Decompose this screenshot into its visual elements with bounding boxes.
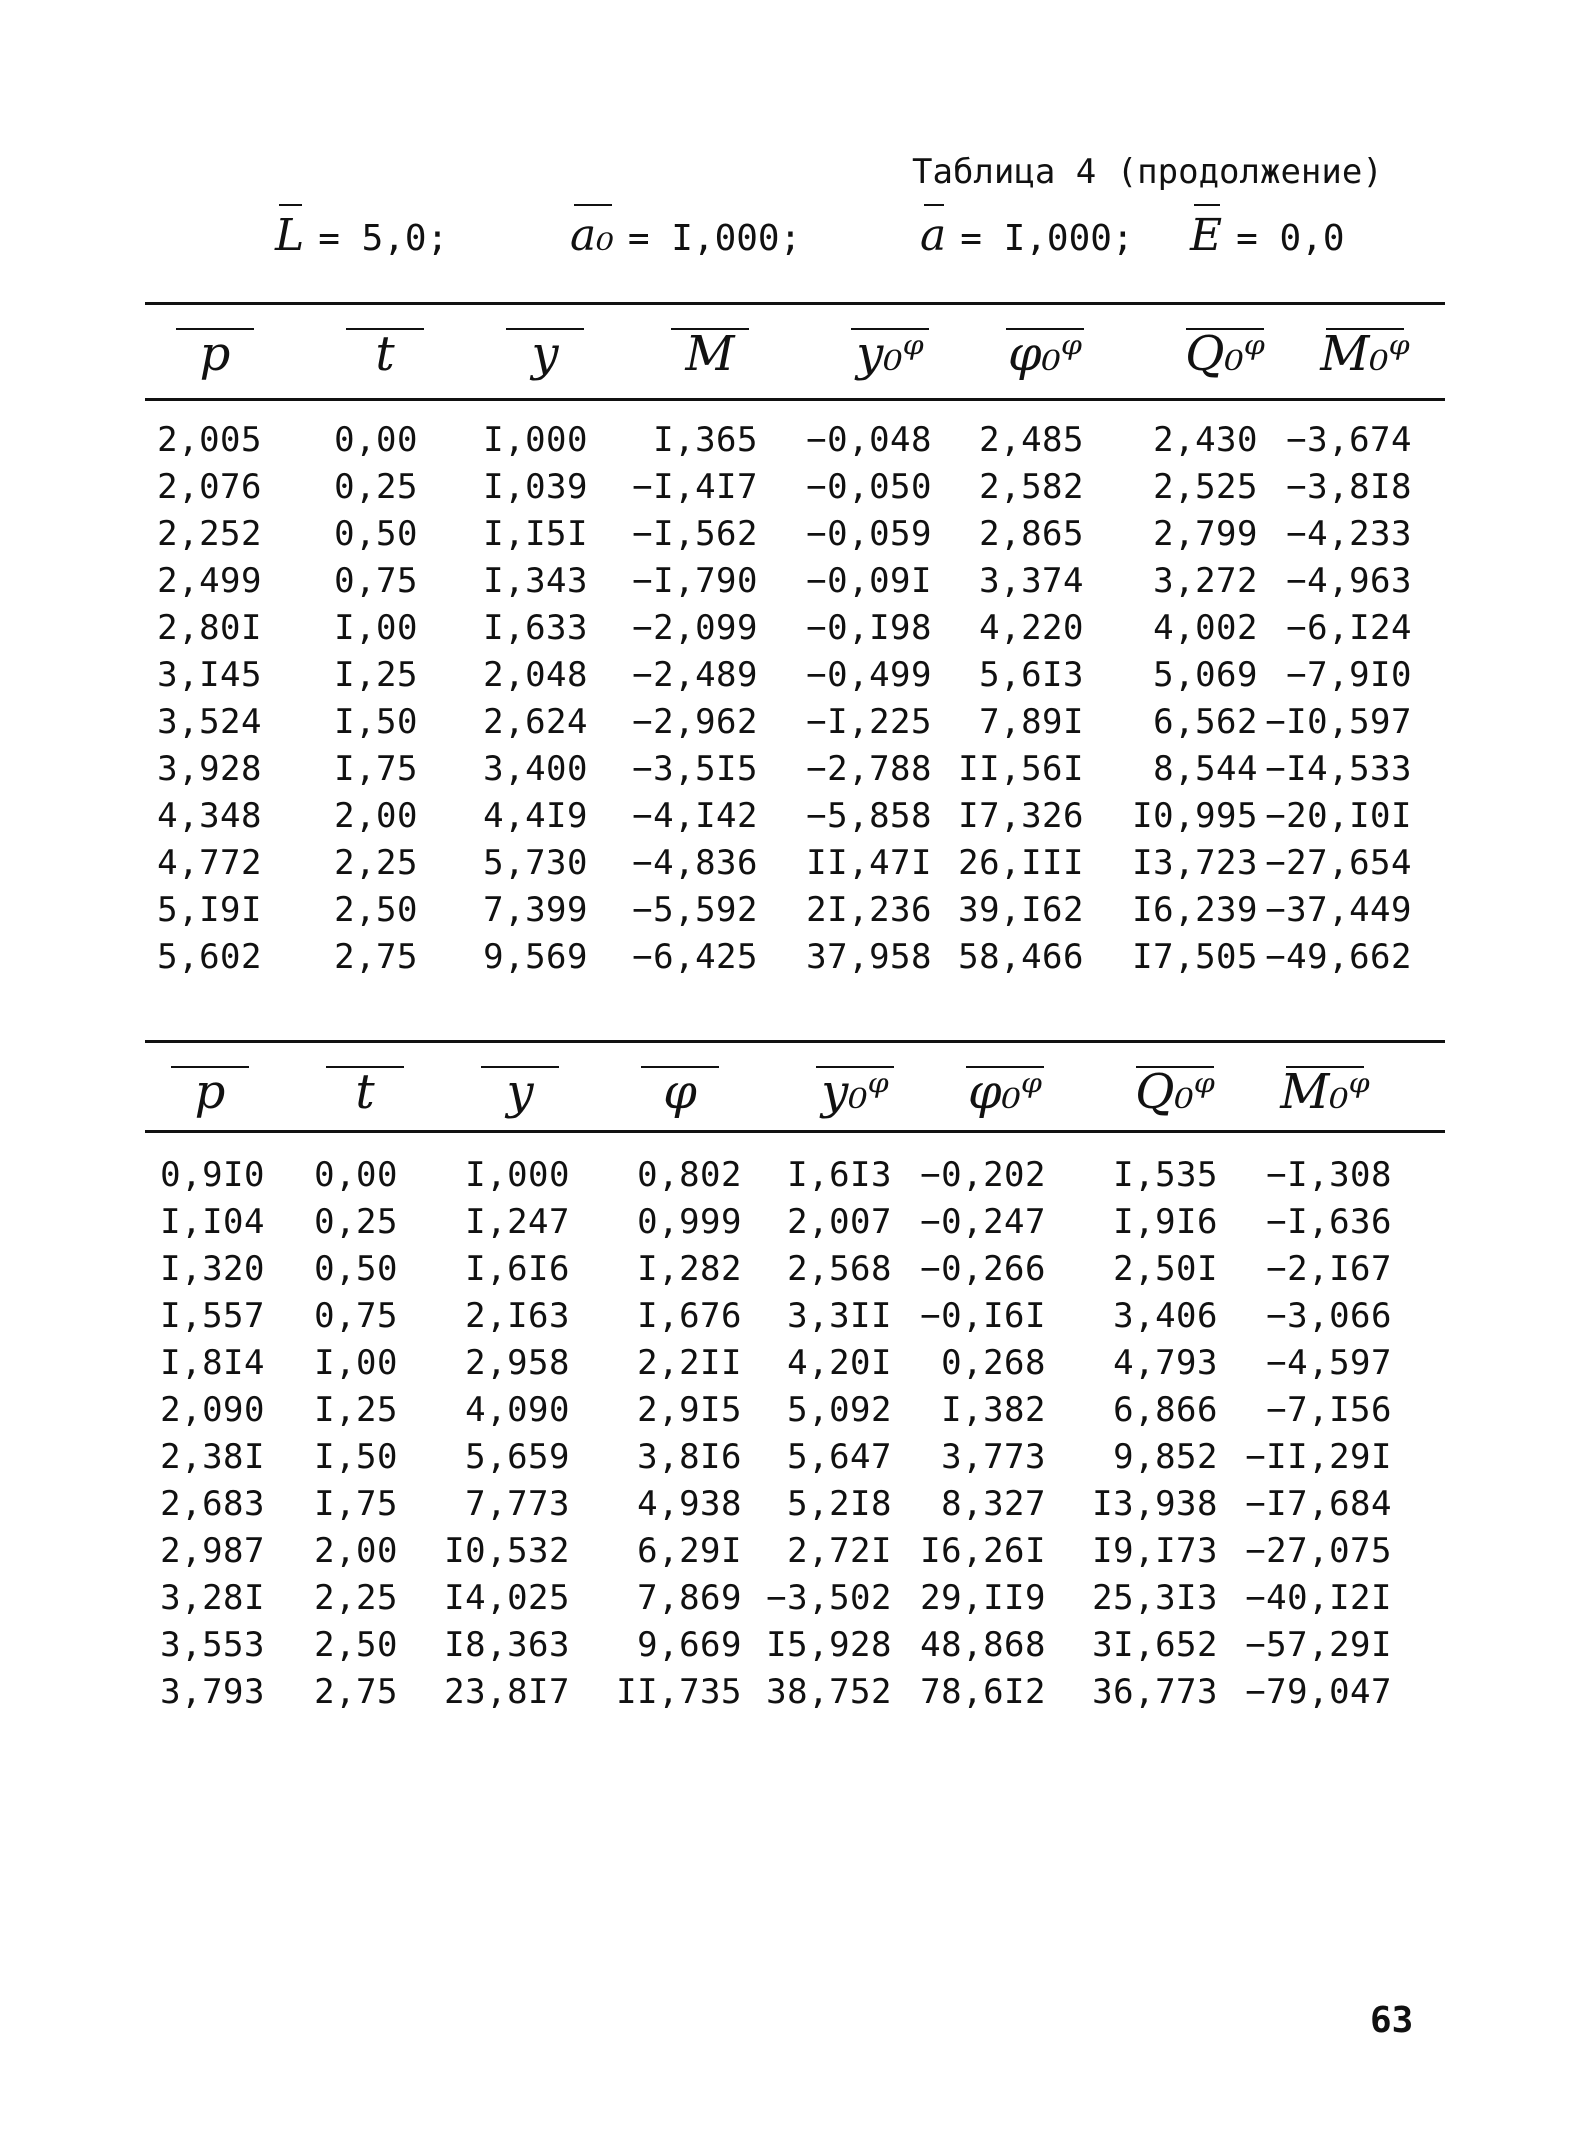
table-cell: −0,050	[806, 467, 932, 507]
table-cell: −5,858	[806, 796, 932, 836]
table-cell: I,320	[160, 1249, 265, 1289]
table-cell: 8,327	[941, 1484, 1046, 1524]
table-cell: 2,50	[314, 1625, 398, 1665]
table1-header-cell	[1000, 326, 1090, 382]
table-cell: 2,568	[787, 1249, 892, 1289]
table-cell: 2,958	[465, 1343, 570, 1383]
table-row	[0, 749, 1578, 796]
table-cell: −4,I42	[632, 796, 758, 836]
table-cell: I,25	[314, 1390, 398, 1430]
table-cell: 6,29I	[637, 1531, 742, 1571]
table-cell: 6,866	[1113, 1390, 1218, 1430]
table-cell: −I,308	[1266, 1155, 1392, 1195]
table-cell: I,382	[941, 1390, 1046, 1430]
table-cell: −2,489	[632, 655, 758, 695]
table-cell: 0,9I0	[160, 1155, 265, 1195]
table-cell: −0,202	[920, 1155, 1046, 1195]
table-cell: I,75	[334, 749, 418, 789]
table-cell: −2,788	[806, 749, 932, 789]
table2-header-cell	[320, 1064, 410, 1120]
table-row	[0, 1296, 1578, 1343]
table-cell: −II,29I	[1245, 1437, 1392, 1477]
table-cell: 2,50I	[1113, 1249, 1218, 1289]
table-cell: 0,999	[637, 1202, 742, 1242]
table1-header-cell	[845, 326, 935, 382]
table-cell: 3,400	[483, 749, 588, 789]
table-cell: −57,29I	[1245, 1625, 1392, 1665]
table-cell: −0,I6I	[920, 1296, 1046, 1336]
table-row	[0, 1343, 1578, 1390]
table-cell: I0,995	[1132, 796, 1258, 836]
table-cell: 2,987	[160, 1531, 265, 1571]
table1-header-cell	[665, 326, 755, 382]
table-row	[0, 561, 1578, 608]
table-cell: 2,799	[1153, 514, 1258, 554]
table-cell: 23,8I7	[444, 1672, 570, 1712]
table-cell: I3,723	[1132, 843, 1258, 883]
overbar	[851, 328, 929, 330]
table-cell: −3,502	[766, 1578, 892, 1618]
param-a	[920, 210, 1134, 261]
table1-header-label: M₀ᵠ	[1320, 326, 1410, 382]
param-a-value: = I,000;	[960, 218, 1134, 259]
table-cell: I,50	[314, 1437, 398, 1477]
table-cell: 48,868	[920, 1625, 1046, 1665]
table-row	[0, 1531, 1578, 1578]
table2-header-rule	[145, 1130, 1445, 1133]
table-row	[0, 843, 1578, 890]
table-cell: −4,597	[1266, 1343, 1392, 1383]
table-cell: 2,485	[979, 420, 1084, 460]
table-cell: 4,4I9	[483, 796, 588, 836]
table-cell: 3I,652	[1092, 1625, 1218, 1665]
table-cell: −4,836	[632, 843, 758, 883]
table2-header-label: M₀ᵠ	[1280, 1064, 1370, 1120]
table-cell: 3,793	[160, 1672, 265, 1712]
table1-header-cell	[500, 326, 590, 382]
table-cell: 0,50	[334, 514, 418, 554]
table-cell: 2,9I5	[637, 1390, 742, 1430]
table-cell: 2,25	[314, 1578, 398, 1618]
overbar	[671, 328, 749, 330]
table-cell: 38,752	[766, 1672, 892, 1712]
table-cell: I,000	[465, 1155, 570, 1195]
overbar	[816, 1066, 894, 1068]
table-row	[0, 1390, 1578, 1437]
param-l-symbol: L	[275, 210, 305, 261]
table1-header-label: Q₀ᵠ	[1185, 326, 1265, 382]
table-row	[0, 1578, 1578, 1625]
table1-header-label: p	[199, 326, 231, 382]
table-cell: 37,958	[806, 937, 932, 977]
table-cell: −0,059	[806, 514, 932, 554]
table-cell: 0,25	[314, 1202, 398, 1242]
table-cell: −3,674	[1286, 420, 1412, 460]
table-cell: 5,602	[157, 937, 262, 977]
table2-header-cell	[960, 1064, 1050, 1120]
table-cell: 39,I62	[958, 890, 1084, 930]
table-cell: −0,499	[806, 655, 932, 695]
table-cell: 29,II9	[920, 1578, 1046, 1618]
table-cell: I0,532	[444, 1531, 570, 1571]
table-cell: I,039	[483, 467, 588, 507]
table-cell: −I4,533	[1265, 749, 1412, 789]
table-cell: I,8I4	[160, 1343, 265, 1383]
table-cell: 2,582	[979, 467, 1084, 507]
table-cell: −49,662	[1265, 937, 1412, 977]
table-cell: 5,659	[465, 1437, 570, 1477]
table-cell: I4,025	[444, 1578, 570, 1618]
table-cell: I,I5I	[483, 514, 588, 554]
table-cell: −7,9I0	[1286, 655, 1412, 695]
table-cell: 4,793	[1113, 1343, 1218, 1383]
table-cell: −20,I0I	[1265, 796, 1412, 836]
table-cell: I5,928	[766, 1625, 892, 1665]
table-cell: 2,00	[334, 796, 418, 836]
overbar	[1186, 328, 1264, 330]
table-cell: −I0,597	[1265, 702, 1412, 742]
table-cell: 3,406	[1113, 1296, 1218, 1336]
table-cell: −0,048	[806, 420, 932, 460]
table2-header-cell	[1280, 1064, 1370, 1120]
table-cell: 78,6I2	[920, 1672, 1046, 1712]
overbar	[966, 1066, 1044, 1068]
table-row	[0, 608, 1578, 655]
table-row	[0, 1202, 1578, 1249]
overbar	[1326, 328, 1404, 330]
table-cell: 2,252	[157, 514, 262, 554]
table2-header-label: y₀ᵠ	[821, 1064, 889, 1120]
table1-header-label: M	[685, 326, 735, 382]
table-cell: 2,00	[314, 1531, 398, 1571]
table-cell: 3,524	[157, 702, 262, 742]
table-cell: 25,3I3	[1092, 1578, 1218, 1618]
table-cell: 2,007	[787, 1202, 892, 1242]
table-cell: 36,773	[1092, 1672, 1218, 1712]
table1-header-cell	[170, 326, 260, 382]
table1-header-cell	[340, 326, 430, 382]
table1-top-rule	[145, 302, 1445, 305]
table-cell: 2,72I	[787, 1531, 892, 1571]
table-cell: 4,20I	[787, 1343, 892, 1383]
table-cell: I3,938	[1092, 1484, 1218, 1524]
table-cell: 5,6I3	[979, 655, 1084, 695]
table-cell: 0,75	[334, 561, 418, 601]
table1-header-label: y	[531, 326, 559, 382]
table-cell: 2,50	[334, 890, 418, 930]
table-cell: −0,266	[920, 1249, 1046, 1289]
table-row	[0, 655, 1578, 702]
table-cell: I,6I3	[787, 1155, 892, 1195]
table-row	[0, 467, 1578, 514]
table-cell: I,247	[465, 1202, 570, 1242]
overbar	[346, 328, 424, 330]
table-cell: 3,928	[157, 749, 262, 789]
table-row	[0, 1484, 1578, 1531]
table-cell: 2,090	[160, 1390, 265, 1430]
table-cell: −I,562	[632, 514, 758, 554]
param-a0-value: = I,000;	[627, 218, 802, 259]
table-cell: 4,220	[979, 608, 1084, 648]
table-cell: I7,326	[958, 796, 1084, 836]
table-cell: −0,I98	[806, 608, 932, 648]
table2-header-cell	[475, 1064, 565, 1120]
table1-header-cell	[1320, 326, 1410, 382]
table-cell: 2,2II	[637, 1343, 742, 1383]
table2-header-label: Q₀ᵠ	[1135, 1064, 1215, 1120]
table-cell: 0,25	[334, 467, 418, 507]
table-cell: I,I04	[160, 1202, 265, 1242]
table-row	[0, 1625, 1578, 1672]
table-cell: 2,865	[979, 514, 1084, 554]
table-cell: I,343	[483, 561, 588, 601]
table-cell: I,50	[334, 702, 418, 742]
table-cell: I7,505	[1132, 937, 1258, 977]
param-e	[1190, 210, 1345, 261]
table-row	[0, 1249, 1578, 1296]
table-cell: 2I,236	[806, 890, 932, 930]
table2-header-label: φ	[663, 1064, 697, 1120]
table-cell: 3,8I6	[637, 1437, 742, 1477]
table-cell: −27,075	[1245, 1531, 1392, 1571]
table2-header-cell	[165, 1064, 255, 1120]
overbar	[326, 1066, 404, 1068]
table-cell: 2,430	[1153, 420, 1258, 460]
table-cell: 2,38I	[160, 1437, 265, 1477]
table-cell: 5,I9I	[157, 890, 262, 930]
table2-header-label: y	[506, 1064, 534, 1120]
table-cell: −3,8I8	[1286, 467, 1412, 507]
table-cell: 4,772	[157, 843, 262, 883]
table-cell: −4,963	[1286, 561, 1412, 601]
table-cell: −I,636	[1266, 1202, 1392, 1242]
table-cell: I,00	[334, 608, 418, 648]
param-a0-symbol: a₀	[570, 210, 614, 261]
table-cell: −4,233	[1286, 514, 1412, 554]
table2-header-label: φ₀ᵠ	[967, 1064, 1042, 1120]
table-cell: −5,592	[632, 890, 758, 930]
table-cell: −7,I56	[1266, 1390, 1392, 1430]
table2-top-rule	[145, 1040, 1445, 1043]
overbar	[481, 1066, 559, 1068]
table-cell: 2,624	[483, 702, 588, 742]
table-cell: II,47I	[806, 843, 932, 883]
parameter-line	[0, 210, 1578, 280]
table-cell: 7,89I	[979, 702, 1084, 742]
param-a-symbol: a	[920, 210, 947, 261]
table-cell: −2,099	[632, 608, 758, 648]
table-cell: 5,730	[483, 843, 588, 883]
table-cell: 2,525	[1153, 467, 1258, 507]
table-cell: 4,348	[157, 796, 262, 836]
table-row	[0, 937, 1578, 984]
table-cell: II,735	[616, 1672, 742, 1712]
overbar	[506, 328, 584, 330]
table-cell: 2,048	[483, 655, 588, 695]
table-row	[0, 702, 1578, 749]
table-row	[0, 1155, 1578, 1202]
param-e-value: = 0,0	[1236, 218, 1345, 259]
table-cell: 9,669	[637, 1625, 742, 1665]
table-cell: −2,962	[632, 702, 758, 742]
table1-header-rule	[145, 398, 1445, 401]
table-cell: 2,25	[334, 843, 418, 883]
param-l-value: = 5,0;	[318, 218, 449, 259]
table-cell: 9,852	[1113, 1437, 1218, 1477]
table-cell: I,633	[483, 608, 588, 648]
table-cell: 2,499	[157, 561, 262, 601]
table-cell: I,75	[314, 1484, 398, 1524]
table-cell: −3,5I5	[632, 749, 758, 789]
table-cell: −27,654	[1265, 843, 1412, 883]
table2-header-label: t	[355, 1064, 375, 1120]
table-cell: 5,092	[787, 1390, 892, 1430]
table-cell: 5,647	[787, 1437, 892, 1477]
table-cell: −6,425	[632, 937, 758, 977]
table1-header-label: φ₀ᵠ	[1007, 326, 1082, 382]
table-cell: 5,2I8	[787, 1484, 892, 1524]
table2-header-cell	[1130, 1064, 1220, 1120]
table-cell: 6,562	[1153, 702, 1258, 742]
table-cell: 2,005	[157, 420, 262, 460]
table-cell: 7,773	[465, 1484, 570, 1524]
table-cell: 2,75	[314, 1672, 398, 1712]
table-cell: 3,553	[160, 1625, 265, 1665]
table-cell: −I,4I7	[632, 467, 758, 507]
table-row	[0, 890, 1578, 937]
param-a0	[570, 210, 801, 261]
table-cell: I,000	[483, 420, 588, 460]
table-cell: 0,268	[941, 1343, 1046, 1383]
table-cell: I,6I6	[465, 1249, 570, 1289]
table-row	[0, 1672, 1578, 1719]
table-row	[0, 796, 1578, 843]
param-e-symbol: E	[1190, 210, 1223, 261]
table-cell: −40,I2I	[1245, 1578, 1392, 1618]
table-cell: I,557	[160, 1296, 265, 1336]
table2-header	[145, 1056, 1445, 1136]
table-cell: 0,00	[314, 1155, 398, 1195]
table-cell: 4,002	[1153, 608, 1258, 648]
table-cell: 9,569	[483, 937, 588, 977]
overbar	[171, 1066, 249, 1068]
table-cell: I,9I6	[1113, 1202, 1218, 1242]
table-cell: 3,3II	[787, 1296, 892, 1336]
table-cell: 0,50	[314, 1249, 398, 1289]
table-cell: 7,869	[637, 1578, 742, 1618]
table1-header-cell	[1180, 326, 1270, 382]
table-cell: I,676	[637, 1296, 742, 1336]
table-row	[0, 514, 1578, 561]
table1-header-label: y₀ᵠ	[856, 326, 924, 382]
table-row	[0, 1437, 1578, 1484]
table-cell: 3,I45	[157, 655, 262, 695]
table-cell: −0,247	[920, 1202, 1046, 1242]
table-cell: 58,466	[958, 937, 1084, 977]
table-cell: I,282	[637, 1249, 742, 1289]
table-cell: I,535	[1113, 1155, 1218, 1195]
table-cell: 4,090	[465, 1390, 570, 1430]
table-cell: I6,26I	[920, 1531, 1046, 1571]
table-cell: −37,449	[1265, 890, 1412, 930]
table-cell: −I7,684	[1245, 1484, 1392, 1524]
overbar	[176, 328, 254, 330]
table-cell: 2,683	[160, 1484, 265, 1524]
overbar	[641, 1066, 719, 1068]
table-cell: 3,773	[941, 1437, 1046, 1477]
table-cell: I,365	[653, 420, 758, 460]
table-cell: II,56I	[958, 749, 1084, 789]
param-l	[275, 210, 448, 261]
table-cell: 26,III	[958, 843, 1084, 883]
page-number: 63	[1370, 2000, 1414, 2041]
overbar	[1136, 1066, 1214, 1068]
table-cell: 2,75	[334, 937, 418, 977]
table-cell: 2,80I	[157, 608, 262, 648]
table-cell: 5,069	[1153, 655, 1258, 695]
table-cell: −3,066	[1266, 1296, 1392, 1336]
table-caption: Таблица 4 (продолжение)	[912, 152, 1383, 192]
table-cell: 7,399	[483, 890, 588, 930]
table-cell: 2,076	[157, 467, 262, 507]
table-cell: I8,363	[444, 1625, 570, 1665]
table-cell: 8,544	[1153, 749, 1258, 789]
overbar	[1286, 1066, 1364, 1068]
table2-header-cell	[635, 1064, 725, 1120]
table-cell: 0,802	[637, 1155, 742, 1195]
table-cell: −I,225	[806, 702, 932, 742]
table-cell: 0,75	[314, 1296, 398, 1336]
table-cell: I6,239	[1132, 890, 1258, 930]
table-cell: 3,28I	[160, 1578, 265, 1618]
table-cell: −I,790	[632, 561, 758, 601]
table-cell: −0,09I	[806, 561, 932, 601]
overbar	[1006, 328, 1084, 330]
table2-header-label: p	[194, 1064, 226, 1120]
table1-header	[145, 318, 1445, 398]
table-cell: I,25	[334, 655, 418, 695]
table-cell: 2,I63	[465, 1296, 570, 1336]
table-cell: −6,I24	[1286, 608, 1412, 648]
table-cell: −2,I67	[1266, 1249, 1392, 1289]
table1-header-label: t	[375, 326, 395, 382]
table2-header-cell	[810, 1064, 900, 1120]
table-cell: I9,I73	[1092, 1531, 1218, 1571]
table-cell: 4,938	[637, 1484, 742, 1524]
table-cell: I,00	[314, 1343, 398, 1383]
table-cell: −79,047	[1245, 1672, 1392, 1712]
table-cell: 0,00	[334, 420, 418, 460]
table-cell: 3,272	[1153, 561, 1258, 601]
table-cell: 3,374	[979, 561, 1084, 601]
table-row	[0, 420, 1578, 467]
